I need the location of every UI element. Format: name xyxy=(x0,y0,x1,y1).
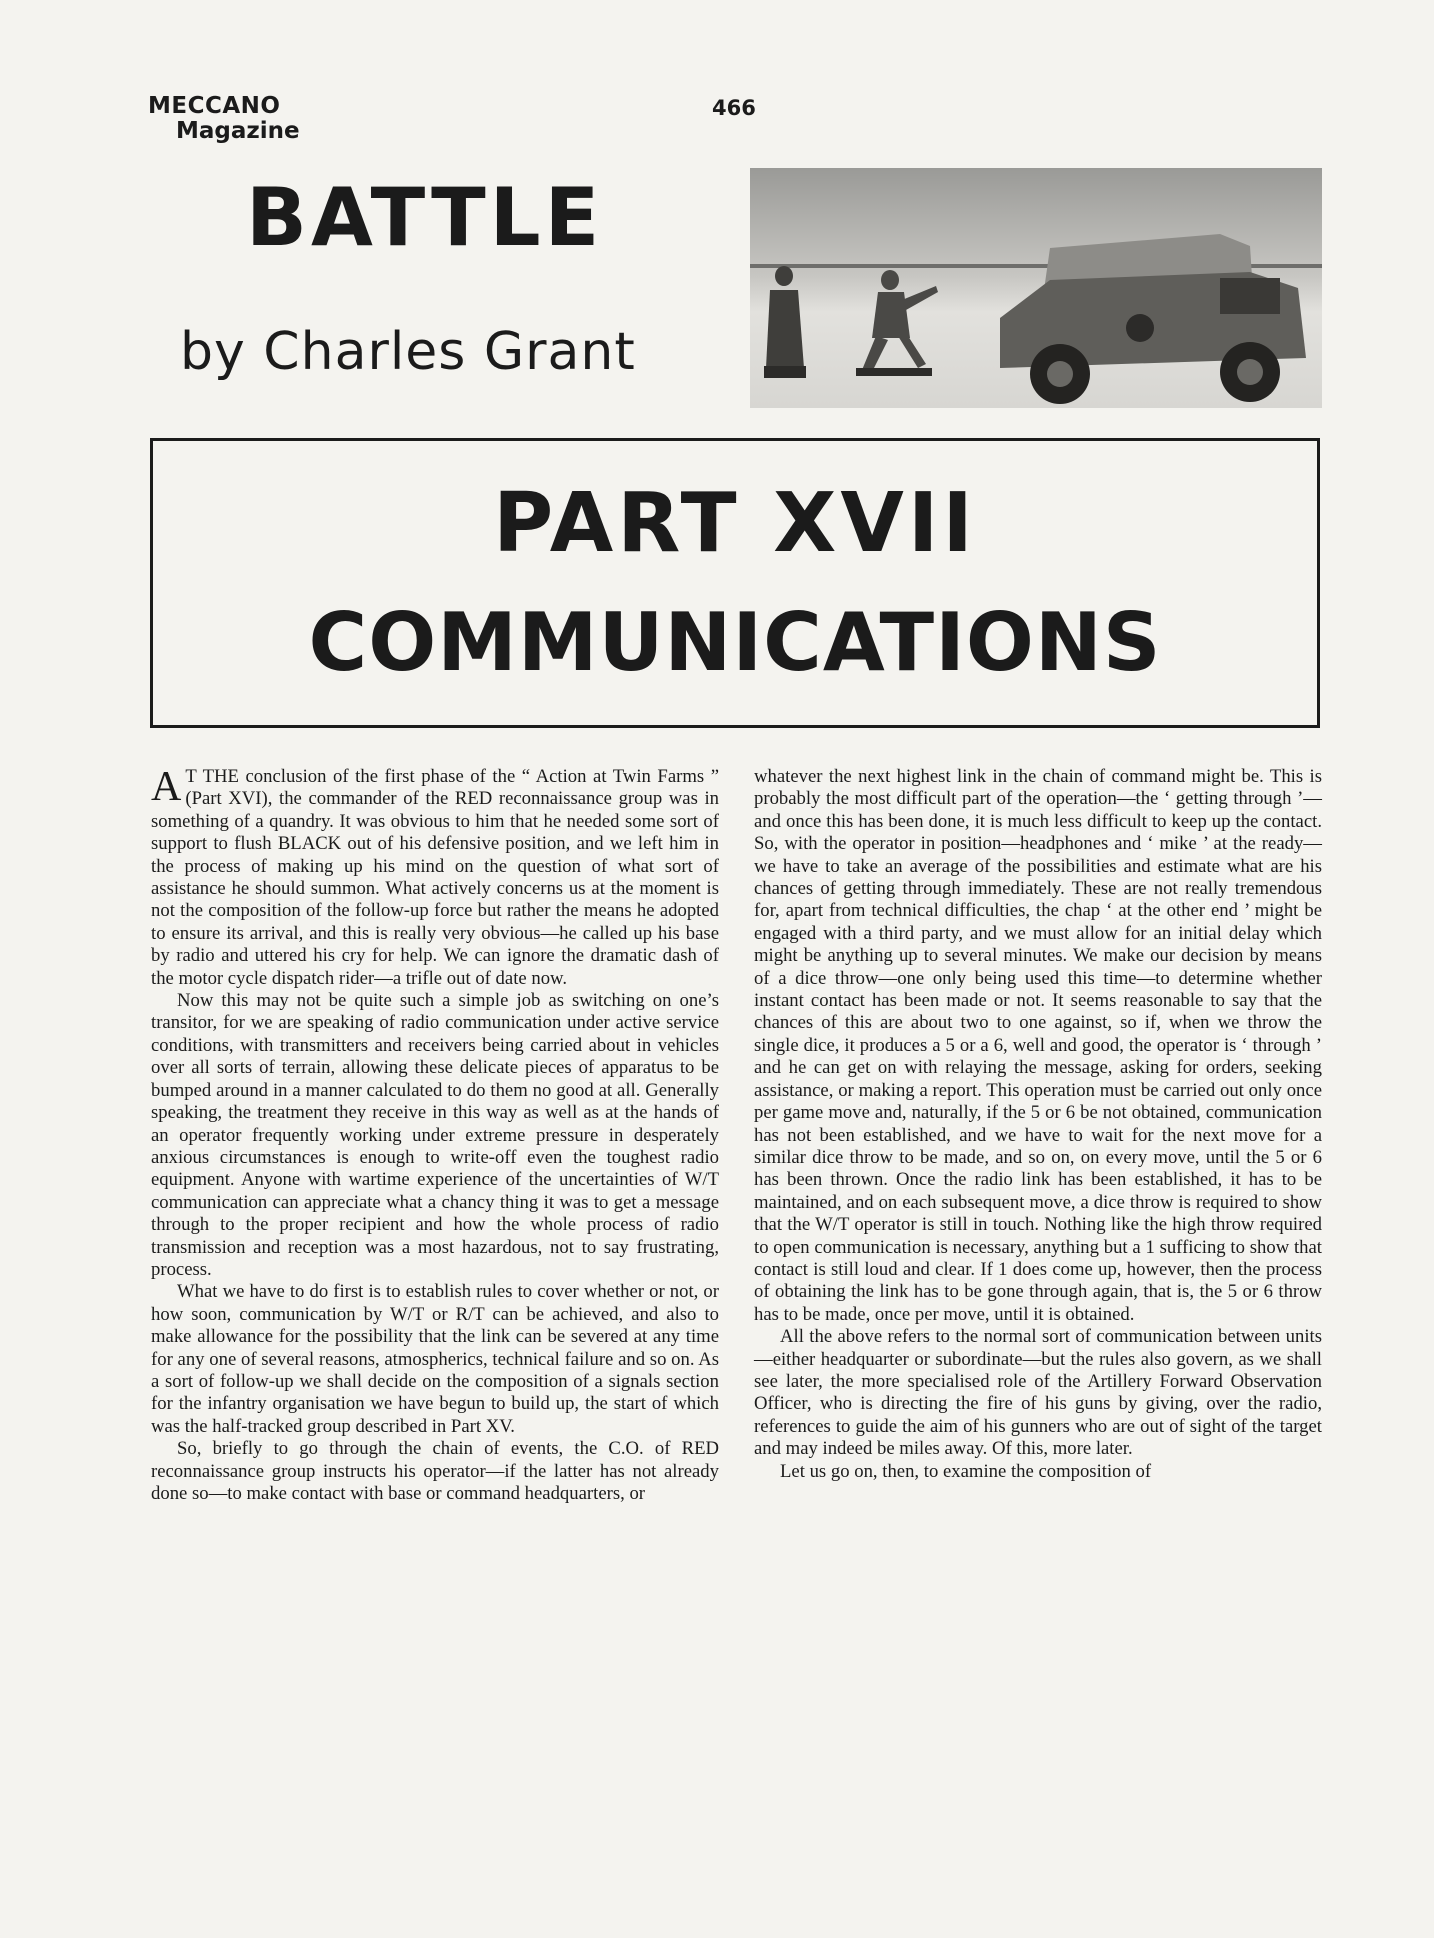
right-paragraph-1: whatever the next highest link in the chain of command might be. This is probably the most difficult part of the operation—the ‘ getting through ’—and once this has been done, it is much less difficult to keep up the contact. So, with the operator in position—headphones and ‘ mike ’ at the ready—we have to take an average of the possibilities and estimate what are his chances of getting through immediately. These are not really tremendous for, apart from technical difficulties, the chap ‘ at the other end ’ might be engaged with a third party, and we must allow for an initial delay which might be anything up to several minutes. We make our decision by means of a dice throw—one only being used this time—to determine whether instant contact has been made or not. It seems reasonable to say that the chances of this are about two to one against, so if, when we throw the single dice, it produces a 5 or a 6, well and good, the operator is ‘ through ’ and he can get on with relaying the message, asking for orders, seeking assistance, or making a report. This operation must be carried out only once per game move and, naturally, if the 5 or 6 be not obtained, communication has not been established, and we have to wait for the next move for a similar dice throw to be made, and so on, on every move, until the 5 or 6 has been thrown. Once the radio link has been established, it has to be maintained, and on each subsequent move, a dice throw is required to show that the W/T operator is still in touch. Nothing like the high throw required to open communication is necessary, anything but a 1 sufficing to show that contact is still loud and clear. If 1 does come up, however, then the process of obtaining the link has to be gone through again, that is, the 5 or 6 throw has to be made, once per move, until it is obtained. xyxy=(754,766,1322,1325)
article-byline: by Charles Grant xyxy=(180,322,636,382)
right-paragraph-2: All the above refers to the normal sort of communication between units—either headquarter or subordinate—but the rules also govern, as we shall see later, the more specialised role of the Artillery Forward Observation Officer, who is directing the fire of his guns by giving, over the radio, references to guide the aim of his gunners who are out of sight of the target and may indeed be miles away. Of this, more later. xyxy=(754,1326,1322,1460)
left-paragraph-1 xyxy=(151,766,719,990)
left-column xyxy=(151,766,719,1505)
masthead xyxy=(148,94,300,144)
part-number: PART XVII xyxy=(493,476,977,571)
part-subject: COMMUNICATIONS xyxy=(308,596,1162,689)
left-paragraph-4: So, briefly to go through the chain of events, the C.O. of RED reconnaissance group instructs his operator—if the latter has not already done so—to make contact with base or command headquarters, or xyxy=(151,1438,719,1504)
masthead-meccano: MECCANO xyxy=(148,93,281,119)
left-paragraph-3: What we have to do first is to establish rules to cover whether or not, or how soon, communication by W/T or R/T can be achieved, and also to make allowance for the possibility that the link can be severed at any time for any one of several reasons, atmospherics, technical failure and so on. As a sort of follow-up we shall decide on the composition of a signals section for the infantry organisation we have begun to build up, the start of which was the half-tracked group described in Part XV. xyxy=(151,1281,719,1437)
drop-cap: A xyxy=(151,764,182,810)
part-heading-box xyxy=(150,438,1320,728)
left-paragraph-2: Now this may not be quite such a simple job as switching on one’s transitor, for we are speaking of radio communication under active service conditions, with transmitters and receivers being carried about in vehicles over all sorts of terrain, allowing these delicate pieces of apparatus to be bumped around in a manner calculated to do them no good at all. Generally speaking, the treatment they receive in this way as well as at the hands of an operator frequently working under extreme pressure in desperately anxious circumstances is enough to write-off even the toughest radio equipment. Anyone with wartime experience of the uncertainties of W/T communication can appreciate what a chancy thing it was to get a message through to the proper recipient and how the whole process of radio transmission and reception was a most hazardous, not to say frustrating, process. xyxy=(151,990,719,1280)
masthead-magazine: Magazine xyxy=(176,117,300,144)
page-number: 466 xyxy=(712,96,756,120)
right-column xyxy=(754,766,1322,1483)
article-title: BATTLE xyxy=(246,171,604,264)
right-paragraph-3: Let us go on, then, to examine the composition of xyxy=(780,1460,1152,1482)
left-paragraph-1-text: T THE conclusion of the first phase of the “ Action at Twin Farms ” (Part XVI), the commander of the RED reconnaissance group was in something of a quandry. It was obvious to him that he needed some sort of support to flush BLACK out of his defensive position, and we left him in the process of making up his mind on the question of what sort of assistance he should summon. What actively concerns us at the moment is not the composition of the follow-up force but rather the means he adopted to ensure its arrival, and this is really very obvious—he called up his base by radio and uttered his cry for help. We can ignore the dramatic dash of the motor cycle dispatch rider—a trifle out of date now. xyxy=(151,766,719,989)
toy-soldiers-and-jeep-photo xyxy=(750,168,1322,408)
